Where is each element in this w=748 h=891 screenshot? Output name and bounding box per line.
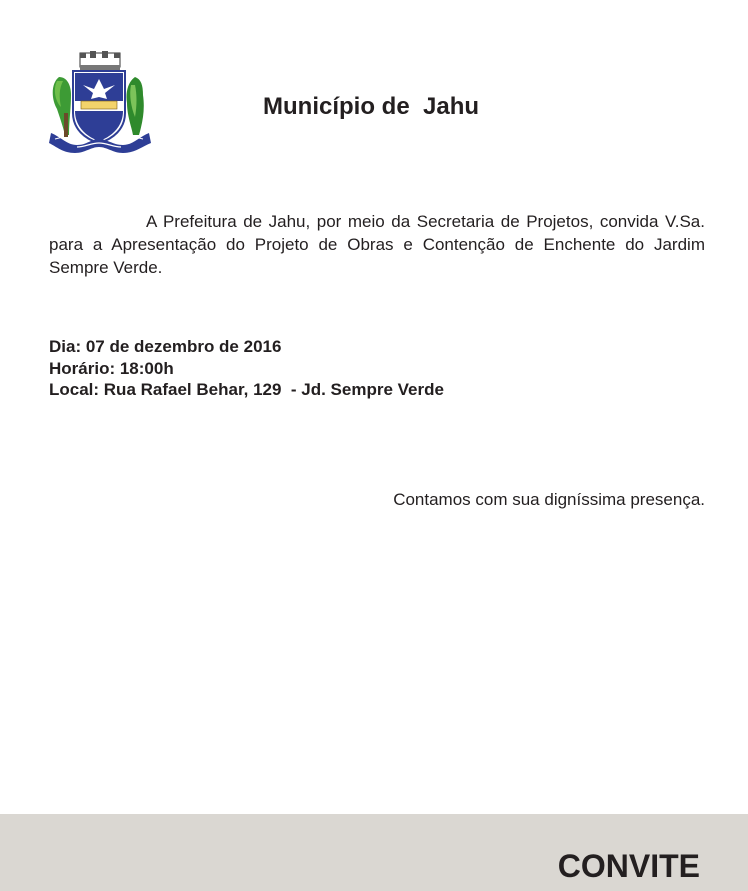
event-time: Horário: 18:00h xyxy=(49,358,174,378)
closing-text: Contamos com sua digníssima presença. xyxy=(393,490,705,509)
footer-band xyxy=(0,814,748,891)
municipal-coat-of-arms-logo xyxy=(47,51,153,158)
event-location: Local: Rua Rafael Behar, 129 - Jd. Sempre Verde xyxy=(49,380,444,399)
page-title: Município de Jahu xyxy=(263,93,480,120)
event-details xyxy=(49,336,444,401)
footer-label: CONVITE xyxy=(557,848,700,884)
event-date: Dia: 07 de dezembro de 2016 xyxy=(49,337,282,356)
invitation-paragraph: A Prefeitura de Jahu, por meio da Secretaria de Projetos, convida V.Sa. para a Apresentação do Projeto de Obras e Contenção de Enchente do Jardim Sempre Verde. xyxy=(49,212,705,277)
